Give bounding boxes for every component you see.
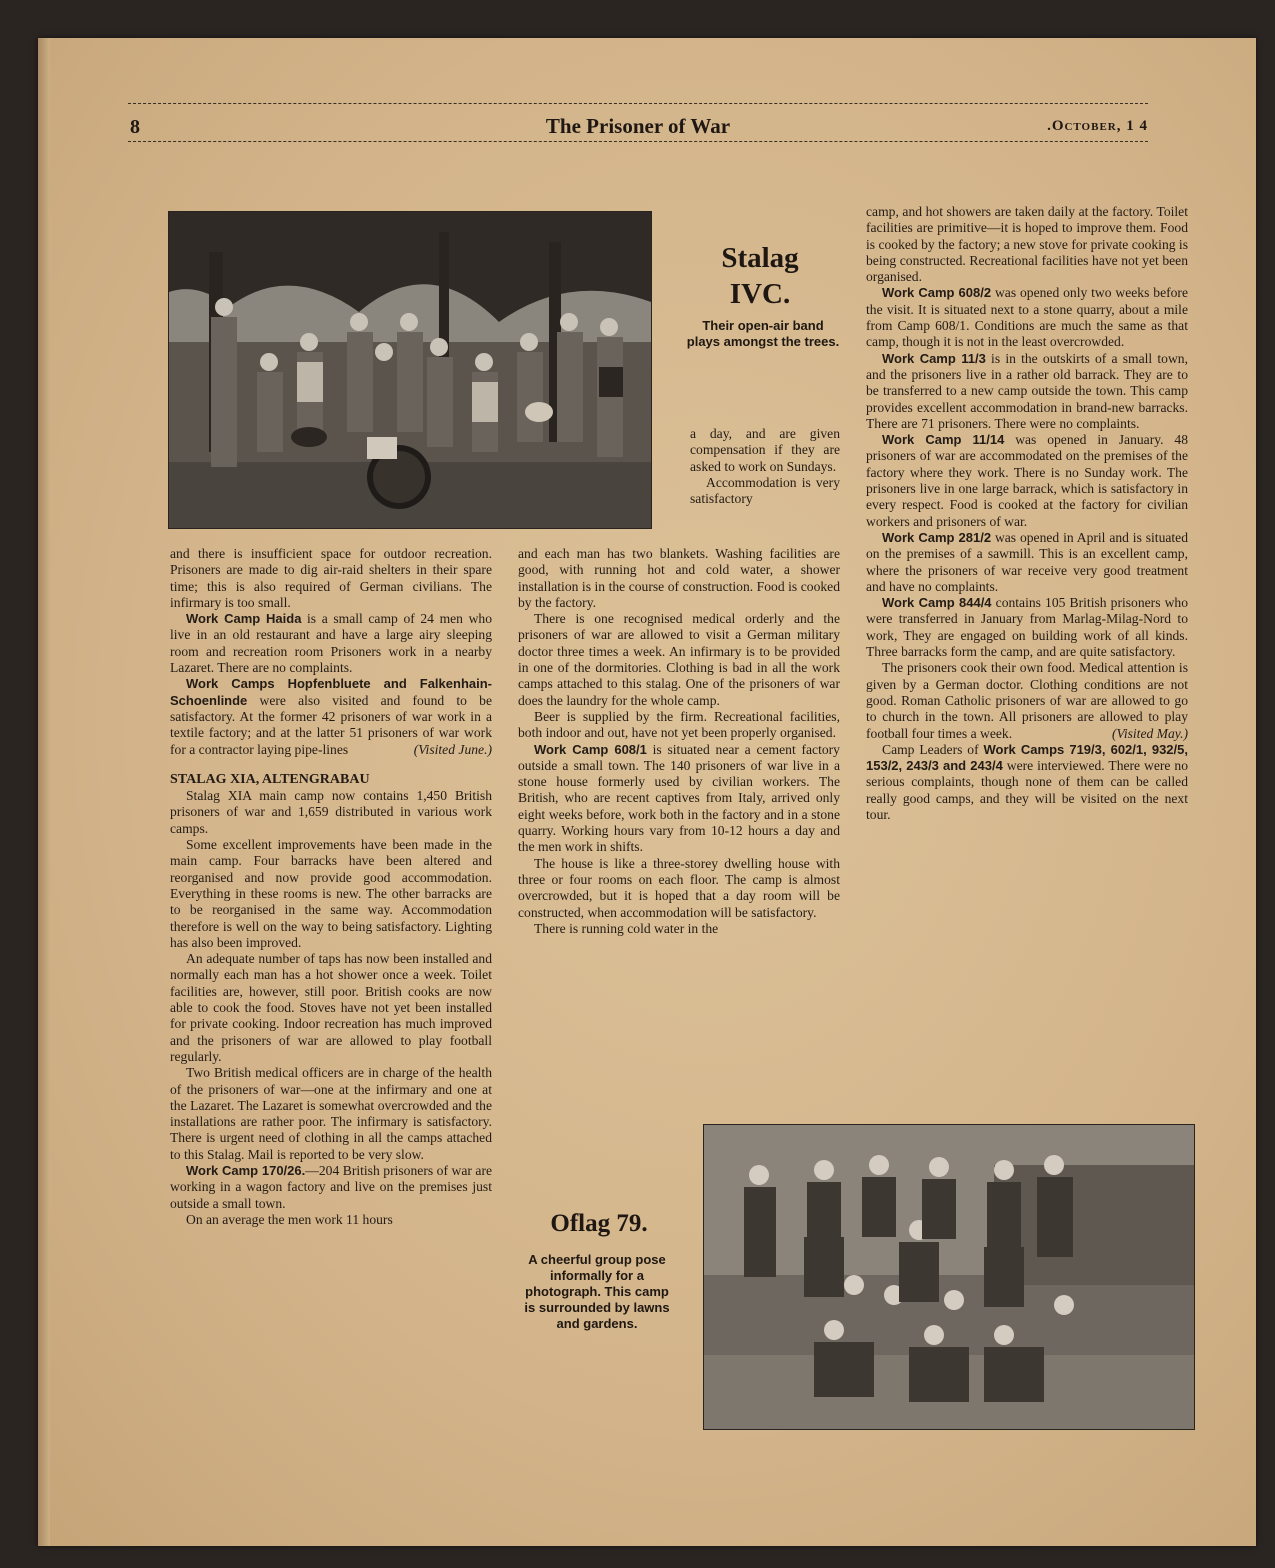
column-1 (170, 546, 492, 1228)
col1-para-5: An adequate number of taps has now been installed and normally each man has a hot shower once a week. Toilet facilities are, however, still poor. British cooks are now able to cook the food. Stoves have not yet been installed for private cooking. Indoor recreation has much improved and the prisoners of war are allowed to play football regularly. (170, 951, 492, 1064)
page-number: 8 (130, 116, 140, 138)
stalag-ivc-caption: Their open-air band plays amongst the trees. (686, 318, 840, 349)
wc170-text: —204 British prisoners of war are working in a wagon factory and live on the premises just outside a small town. (170, 1162, 493, 1211)
col3-para-6-text: The prisoners cook their own food. Medical attention is given by a German doctor. Clothing conditions are not good. Roman Catholic prisoners of war are allowed to go to church in the town. All prisoners are allowed to play football four times a week. (866, 660, 1188, 741)
col3-para-0: camp, and hot showers are taken daily at the factory. Toilet facilities are primitive—it is hoped to improve them. Food is cooked by the factory; a new stove for private cooking is being constructed. Recreational facilities have not yet been organised. (866, 204, 1189, 285)
col2-para-0: and each man has two blankets. Washing facilities are good, with running hot and cold water, a shower installation is in the course of construction. Food is cooked by the factory. (518, 546, 840, 610)
col1-para-hopfen (170, 676, 492, 757)
stalag-ivc-title (700, 240, 820, 312)
wc-list-heading: Work Camps 719/3, 602/1, 932/5, 153/2, 243/3 and 243/4 (866, 741, 1188, 774)
masthead: The Prisoner of War (545, 114, 731, 138)
col3-para-wc608-2 (866, 285, 1188, 350)
wc608-2-heading: Work Camp 608/2 (882, 285, 992, 301)
header-rule-top (128, 103, 1148, 104)
issue-date: .October, 1 4 (1047, 118, 1148, 134)
wc608-1-heading: Work Camp 608/1 (534, 741, 647, 757)
wc281-2-text: was opened in April and is situated on the premises of a sawmill. This is an excellent camp, where the prisoners of war receive very good treatment and have no complaints. (866, 529, 1189, 594)
col2-para-4: The house is like a three-storey dwelling house with three or four rooms on each floor. The camp is almost overcrowded, but it is hoped that a day room will be constructed, when accommodation will be satisfactory. (518, 855, 840, 920)
visited-june: (Visited June.) (413, 741, 492, 757)
col1-para-6: Two British medical officers are in charge of the health of the prisoners of war—one at the infirmary and one at the Lazaret. The Lazaret is somewhat overcrowded and the installations are rather poor. The infirmary is satisfactory. There is urgent need of clothing in all the camps attached to this Stalag. Mail is reported to be very slow. (170, 1065, 492, 1162)
hopfen-heading: Work Camps Hopfenbluete and Falkenhain-Schoenlinde (170, 676, 492, 708)
col3-para-camp-leaders (866, 742, 1188, 823)
wc11-14-text: was opened in January. 48 prisoners of war are accommodated on the premises of the factory where they work. There is no Sunday work. The prisoners live in one large barrack, which is satisfactory in every respect. Food is cooked at the factory for civilian workers and prisoners of war. (866, 432, 1188, 529)
oflag-79-caption: A cheerful group pose informally for a photograph. This camp is surrounded by lawns and gardens. (524, 1252, 670, 1331)
camp-leaders-lead: Camp Leaders of (882, 741, 979, 757)
wc608-2-text: was opened only two weeks before the visit. It is situated next to a stone quarry, about a mile from Camp 608/1. Conditions are much the same as that camp, though it is not in the least overcrowded. (866, 285, 1188, 350)
haida-text: is a small camp of 24 men who live in an old restaurant and have a large airy sleeping room and recreation room Prisoners work in a nearby Lazaret. There are no complaints. (170, 611, 492, 676)
col1-para-haida (170, 611, 492, 676)
col1-para-0: and there is insufficient space for outdoor recreation. Prisoners are made to dig air-raid shelters in their spare time; this is also required of German civilians. The infirmary is too small. (170, 546, 492, 610)
stalag-xia-heading: STALAG XIA, ALTENGRABAU (170, 771, 370, 787)
col1-para-8: On an average the men work 11 hours (186, 1211, 393, 1227)
haida-heading: Work Camp Haida (186, 611, 302, 627)
col2-para-2: Beer is supplied by the firm. Recreational facilities, both indoor and out, have not yet been properly organised. (518, 708, 840, 741)
band-photo (168, 211, 652, 529)
col1-para-3: Stalag XIA main camp now contains 1,450 British prisoners of war and 1,659 distributed in various work camps. (170, 788, 492, 836)
col3-para-6 (866, 660, 1188, 741)
header-rule-bottom (128, 141, 1148, 142)
wc608-1-text: is situated near a cement factory outside a small town. The 140 prisoners of war live in a stone house formerly used by civilian workers. The British, who are recent captives from Italy, arrived only eight weeks before, work both in the factory and in a stone quarry. Working hours vary from 10-12 hours a day and the men work in shifts. (518, 741, 840, 855)
column-3 (866, 204, 1188, 823)
col3-para-wc11-14 (866, 432, 1188, 530)
col1-para-4: Some excellent improvements have been made in the main camp. Four barracks have been altered and reorganised and now provide good accommodation. Everything in these rooms is new. The other barracks are to be reorganised in the same way. Accommodation therefore is well on the way to being satisfactory. Lighting has also been improved. (170, 837, 492, 950)
col2-para-5: There is running cold water in the (534, 920, 719, 936)
wc281-2-heading: Work Camp 281/2 (882, 529, 992, 545)
column-2 (518, 546, 840, 937)
oflag-79-title: Oflag 79. (550, 1210, 648, 1237)
col2-top-text2: Accommodation is very satisfactory (690, 474, 840, 507)
stalag-ivc-title-line2: IVC. (729, 278, 791, 310)
stalag-ivc-title-line1: Stalag (721, 242, 799, 274)
camp-leaders-text: were interviewed. There were no serious complaints, though none of them can be called really good camps, and they will be visited on the next tour. (866, 758, 1188, 822)
page-spine (38, 38, 50, 1546)
wc11-3-heading: Work Camp 11/3 (882, 350, 986, 366)
col2-top-text: a day, and are given compensation if they are asked to work on Sundays. (690, 426, 840, 474)
wc11-3-text: is in the outskirts of a small town, and the prisoners live in a rather old barrack. They are to be transferred to a new camp outside the town. This camp provides excellent accommodation in brand-new barracks. There are 71 prisoners. There were no complaints. (866, 350, 1188, 431)
col1-para-wc170 (170, 1163, 492, 1212)
page-header (128, 112, 1148, 142)
wc844-4-heading: Work Camp 844/4 (882, 595, 992, 611)
col3-para-wc281-2 (866, 530, 1188, 595)
col2-para-wc608-1 (518, 742, 840, 856)
col2-para-1: There is one recognised medical orderly and the prisoners of war are allowed to visit a German military doctor three times a week. An infirmary is to be provided in one of the dormitories. Clothing is bad in all the work camps attached to this stalag. One of the prisoners of war does the laundry for the whole camp. (518, 611, 840, 708)
group-photo (703, 1124, 1195, 1430)
col2-top-fragment (690, 426, 840, 507)
wc170-heading: Work Camp 170/26. (186, 1162, 306, 1178)
col3-para-wc844-4 (866, 595, 1188, 660)
wc11-14-heading: Work Camp 11/14 (882, 432, 1005, 448)
wc844-4-text: contains 105 British prisoners who were transferred in January from Marlag-Milag-Nord to work, They are engaged on building work of all kinds. Three barracks form the camp, and are quite satisfactory. (866, 595, 1189, 660)
col3-para-wc11-3 (866, 351, 1188, 432)
visited-may: (Visited May.) (1112, 725, 1188, 741)
hopfen-text: were also visited and found to be satisfactory. At the former 42 prisoners of war work in a textile factory; and at the latter 51 prisoners of war work for a contractor laying pipe-lines (170, 692, 492, 757)
